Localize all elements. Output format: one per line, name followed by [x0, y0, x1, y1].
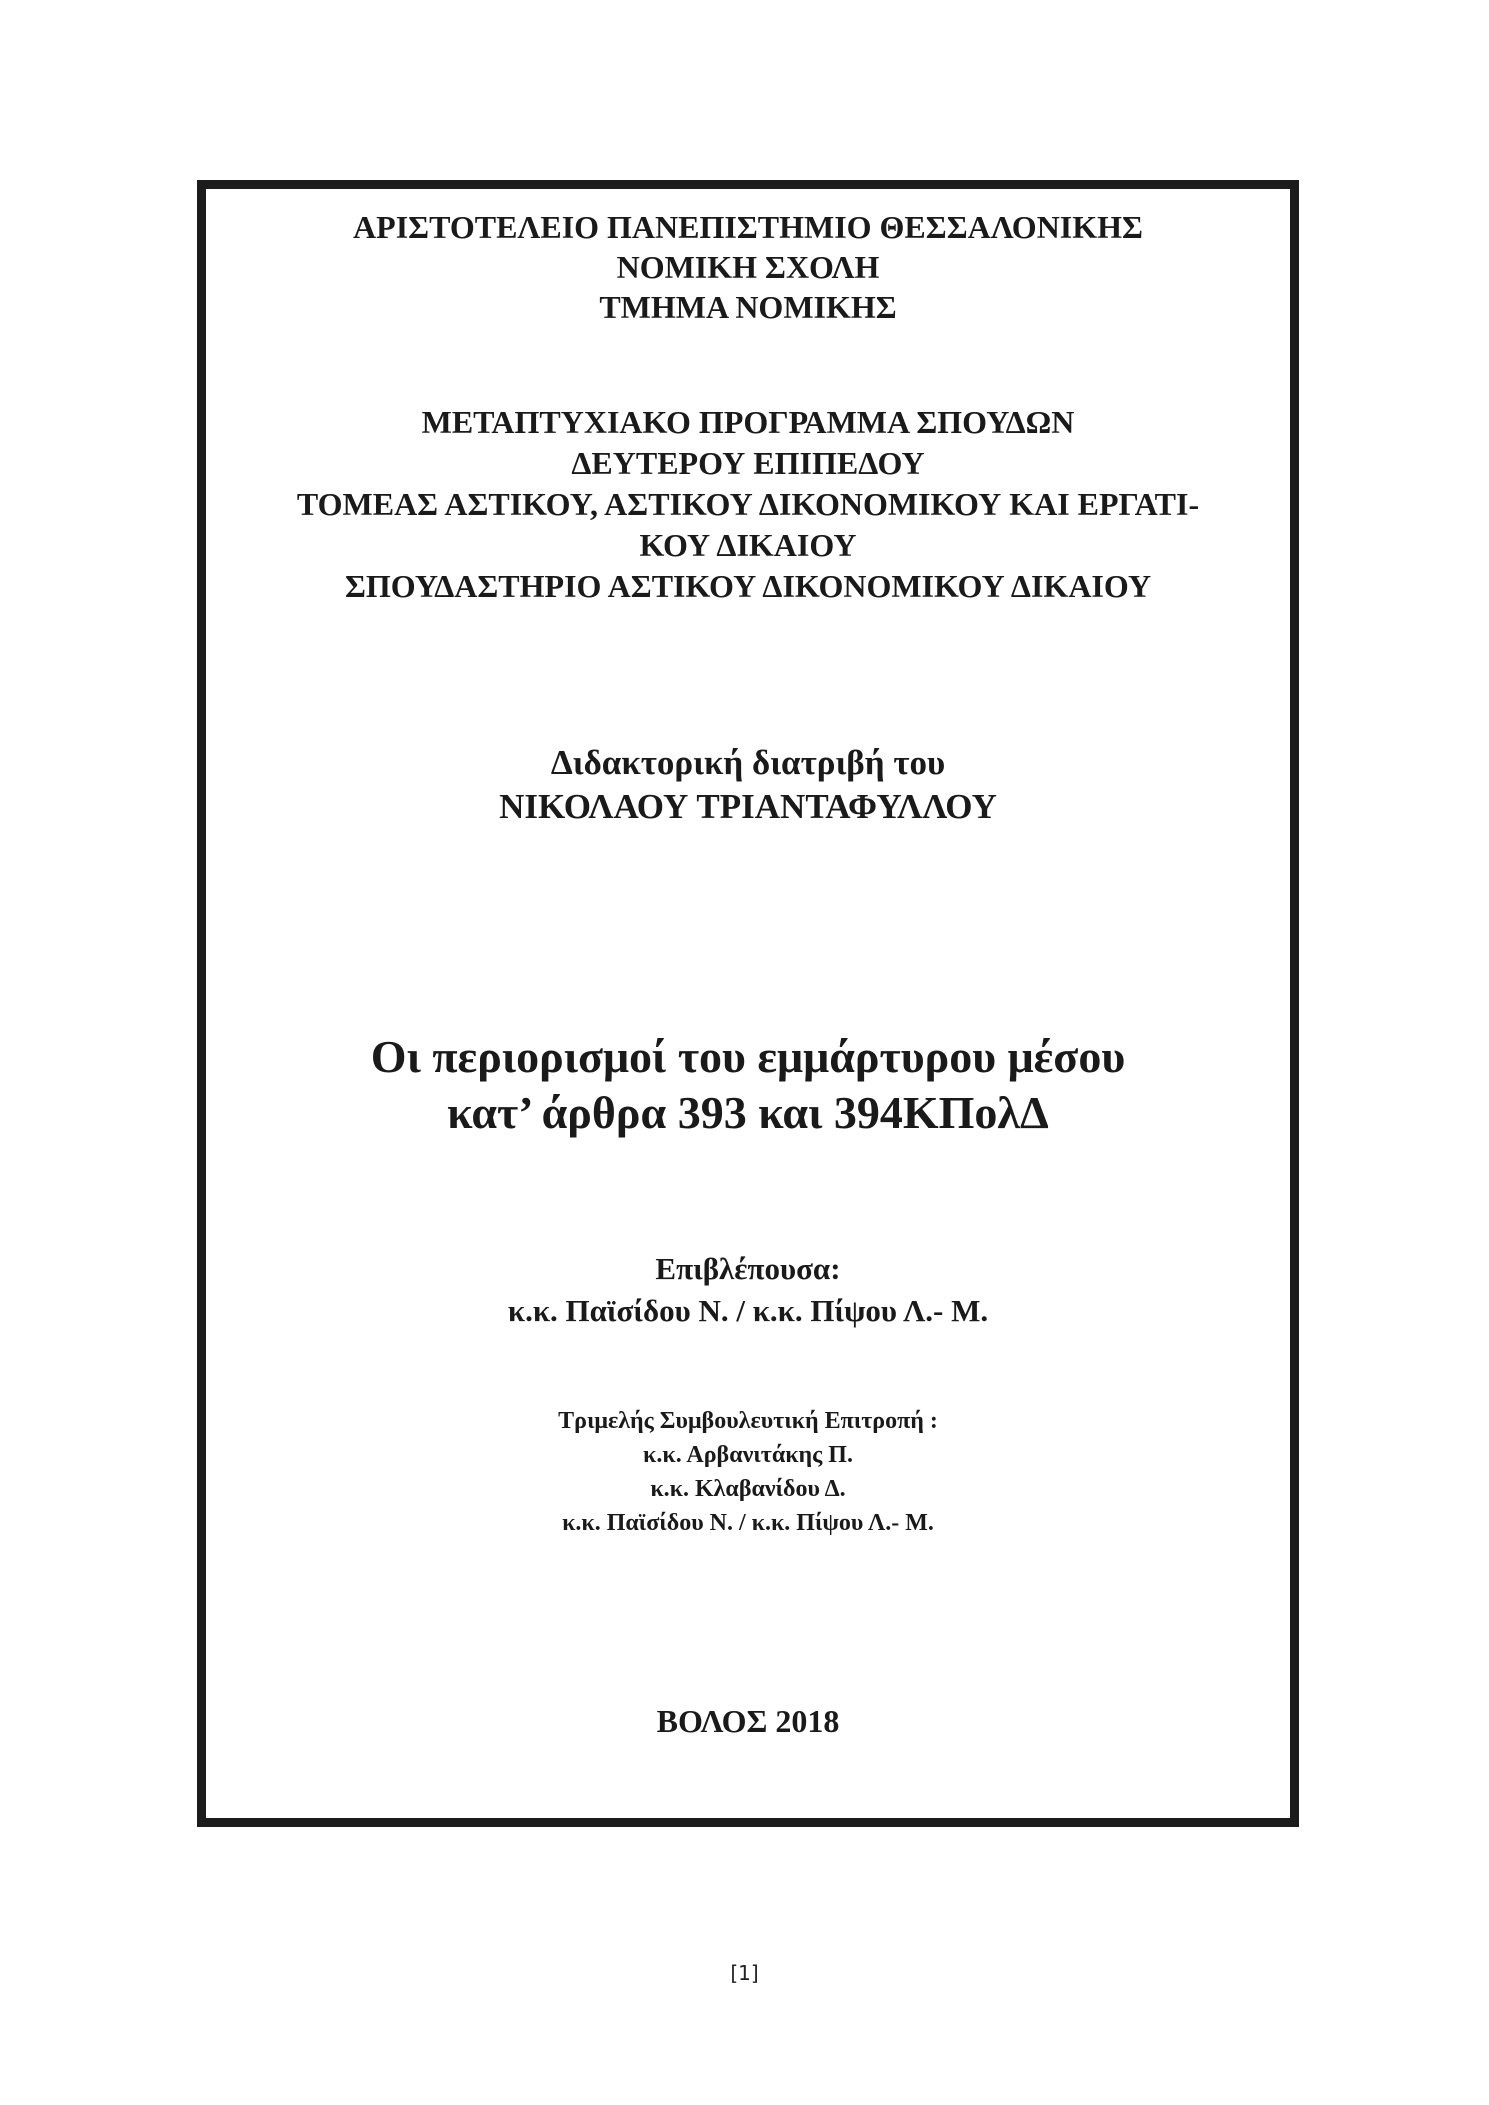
place-year: ΒΟΛΟΣ 2018 [656, 1703, 840, 1739]
program-line: ΜΕΤΑΠΤΥΧΙΑΚΟ ΠΡΟΓΡΑΜΜΑ ΣΠΟΥΔΩΝ [421, 404, 1075, 440]
program-line: ΚΟΥ ΔΙΚΑΙΟΥ [639, 527, 857, 563]
program-line: ΔΕΥΤΕΡΟΥ ΕΠΙΠΕΔΟΥ [571, 445, 925, 481]
program-line: ΤΟΜΕΑΣ ΑΣΤΙΚΟΥ, ΑΣΤΙΚΟΥ ΔΙΚΟΝΟΜΙΚΟΥ ΚΑΙ ΕΡΓΑΤΙ- [296, 486, 1200, 522]
supervisor-names: κ.κ. Παϊσίδου Ν. / κ.κ. Πίψου Λ.- Μ. [507, 1293, 989, 1328]
thesis-author-block [206, 741, 1290, 829]
university-name: ΑΡΙΣΤΟΤΕΛΕΙΟ ΠΑΝΕΠΙΣΤΗΜΙΟ ΘΕΣΣΑΛΟΝΙΚΗΣ [353, 209, 1143, 245]
committee-member: κ.κ. Κλαβανίδου Δ. [650, 1476, 846, 1502]
committee-block [206, 1404, 1290, 1540]
department-name: ΤΜΗΜΑ ΝΟΜΙΚΗΣ [599, 289, 897, 325]
school-name: ΝΟΜΙΚΗ ΣΧΟΛΗ [616, 249, 880, 285]
page-number: [1] [730, 1961, 759, 1985]
program-info [206, 402, 1290, 607]
committee-member: κ.κ. Παϊσίδου Ν. / κ.κ. Πίψου Λ.- Μ. [562, 1510, 934, 1536]
author-name: ΝΙΚΟΛΑΟΥ ΤΡΙΑΝΤΑΦΥΛΛΟΥ [499, 787, 997, 826]
committee-member: κ.κ. Αρβανιτάκης Π. [643, 1442, 853, 1468]
title-page-frame [197, 180, 1299, 1827]
supervisor-label: Επιβλέπουσα: [655, 1251, 841, 1286]
supervisor-block [206, 1248, 1290, 1332]
university-header [206, 207, 1290, 327]
program-line: ΣΠΟΥΔΑΣΤΗΡΙΟ ΑΣΤΙΚΟΥ ΔΙΚΟΝΟΜΙΚΟΥ ΔΙΚΑΙΟΥ [344, 568, 1152, 604]
thesis-type: Διδακτορική διατριβή του [550, 743, 946, 782]
committee-label: Τριμελής Συμβουλευτική Επιτροπή : [558, 1408, 938, 1434]
title-line-2: κατ’ άρθρα 393 και 394ΚΠολΔ [447, 1087, 1049, 1138]
title-line-1: Οι περιορισμοί του εμμάρτυρου μέσου [370, 1031, 1126, 1082]
thesis-title [206, 1029, 1290, 1141]
